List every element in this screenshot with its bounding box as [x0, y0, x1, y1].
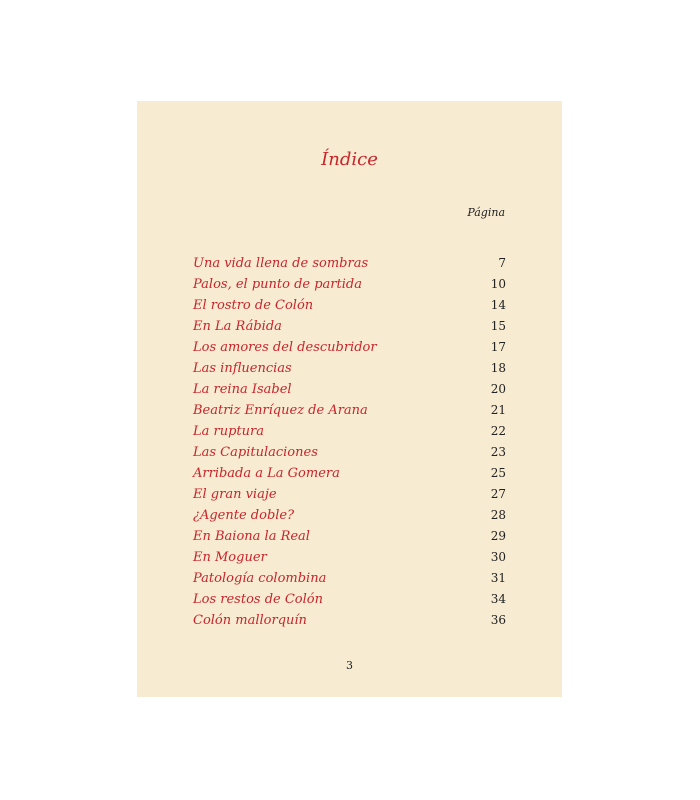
toc-entry-title: Los amores del descubridor: [193, 340, 377, 355]
toc-entry-page: 14: [490, 298, 506, 312]
toc-entry-title: Palos, el punto de partida: [193, 277, 362, 292]
toc-entry[interactable]: [193, 421, 506, 442]
toc-entry[interactable]: [193, 589, 506, 610]
toc-entry-title: En La Rábida: [193, 319, 282, 334]
toc-entry[interactable]: [193, 505, 506, 526]
toc-entry[interactable]: [193, 442, 506, 463]
toc-entry-page: 23: [490, 445, 506, 459]
toc-entry[interactable]: [193, 400, 506, 421]
toc-entry[interactable]: [193, 337, 506, 358]
toc-entry-title: ¿Agente doble?: [193, 508, 295, 523]
toc-entry-page: 15: [490, 319, 506, 333]
toc-entry[interactable]: [193, 379, 506, 400]
toc-entry-page: 29: [490, 529, 506, 543]
toc-entry[interactable]: [193, 253, 506, 274]
toc-entry-title: Colón mallorquín: [193, 613, 307, 628]
toc-entry-page: 30: [490, 550, 506, 564]
toc-entry-page: 17: [490, 340, 506, 354]
book-page: [137, 101, 562, 697]
toc-entry-page: 10: [490, 277, 506, 291]
toc-entry-title: Beatriz Enríquez de Arana: [193, 403, 368, 418]
toc-entry-page: 25: [490, 466, 506, 480]
toc-entry-page: 18: [490, 361, 506, 375]
toc-entry-title: Los restos de Colón: [193, 592, 323, 607]
toc-entry-title: La ruptura: [193, 424, 264, 439]
page-title: Índice: [321, 149, 378, 170]
toc-entry-title: Una vida llena de sombras: [193, 256, 369, 271]
toc-entry-title: En Baiona la Real: [193, 529, 310, 544]
toc-entry-title: En Moguer: [193, 550, 267, 565]
toc-entry-title: Arribada a La Gomera: [193, 466, 340, 481]
toc-entry-page: 27: [490, 487, 506, 501]
toc-entry-page: 21: [490, 403, 506, 417]
toc-entry-title: Patología colombina: [193, 571, 327, 586]
table-of-contents: [193, 253, 506, 631]
toc-entry-page: 36: [490, 613, 506, 627]
toc-entry-title: Las Capitulaciones: [193, 445, 318, 460]
toc-entry[interactable]: [193, 316, 506, 337]
toc-entry-page: 28: [490, 508, 506, 522]
toc-entry[interactable]: [193, 547, 506, 568]
toc-entry[interactable]: [193, 274, 506, 295]
page-number: 3: [346, 659, 353, 672]
toc-entry-page: 31: [490, 571, 506, 585]
toc-entry[interactable]: [193, 610, 506, 631]
toc-entry-page: 34: [490, 592, 506, 606]
toc-entry[interactable]: [193, 463, 506, 484]
toc-entry-title: El rostro de Colón: [193, 298, 314, 313]
page-column-header: Página: [467, 206, 505, 219]
toc-entry[interactable]: [193, 295, 506, 316]
toc-entry-page: 22: [490, 424, 506, 438]
toc-entry[interactable]: [193, 526, 506, 547]
toc-entry-title: La reina Isabel: [193, 382, 292, 397]
toc-entry[interactable]: [193, 358, 506, 379]
toc-entry[interactable]: [193, 568, 506, 589]
toc-entry-title: Las influencias: [193, 361, 292, 376]
toc-entry[interactable]: [193, 484, 506, 505]
toc-entry-title: El gran viaje: [193, 487, 277, 502]
toc-entry-page: 7: [498, 256, 506, 270]
toc-entry-page: 20: [490, 382, 506, 396]
